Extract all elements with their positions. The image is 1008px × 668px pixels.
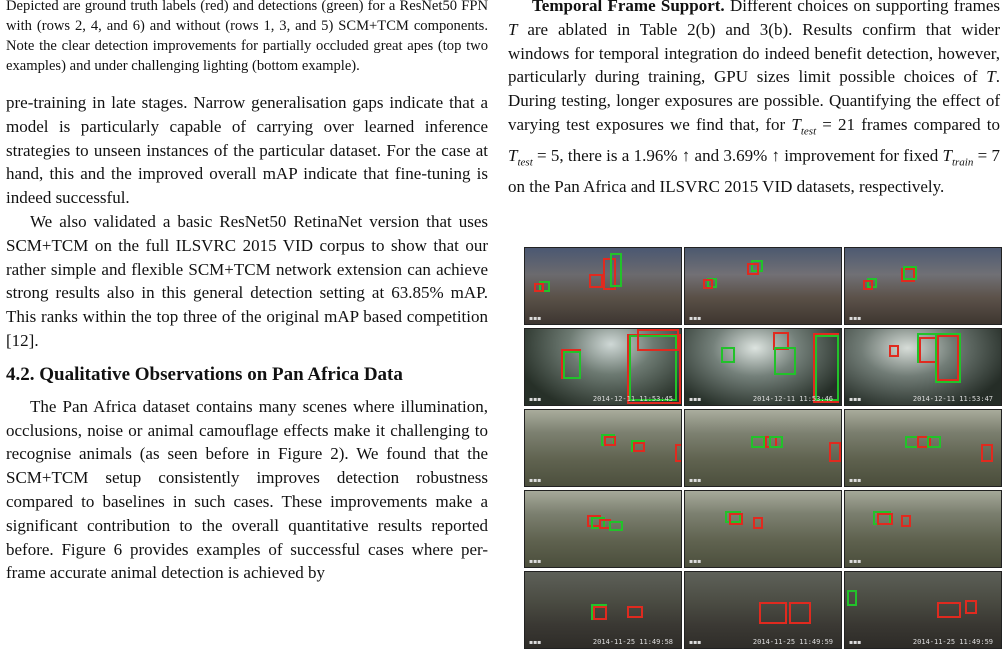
detection-box bbox=[815, 335, 839, 401]
gt-box bbox=[889, 345, 899, 357]
frame-r5-c2 bbox=[684, 571, 842, 649]
gt-box bbox=[604, 436, 616, 446]
frame-timestamp: 2014-12-11 11:53:45 bbox=[592, 395, 673, 403]
frame-timestamp: 2014-12-11 11:53:47 bbox=[912, 395, 993, 403]
math-T-train: T bbox=[942, 146, 952, 166]
left-column bbox=[6, 0, 488, 585]
paragraph-retinanet-map-value: 63.85% bbox=[391, 283, 444, 303]
gt-box bbox=[747, 263, 759, 275]
gt-box bbox=[937, 602, 961, 618]
gt-box bbox=[753, 517, 763, 529]
gt-box bbox=[759, 602, 787, 624]
camera-logo: ▪▪▪ bbox=[689, 315, 702, 322]
text-and: and bbox=[690, 146, 724, 166]
camera-logo: ▪▪▪ bbox=[849, 639, 862, 646]
frame-r5-c1 bbox=[524, 571, 682, 649]
frame-r3-c3 bbox=[844, 409, 1002, 487]
camera-logo: ▪▪▪ bbox=[849, 558, 862, 565]
frame-r3-c1 bbox=[524, 409, 682, 487]
camera-logo: ▪▪▪ bbox=[529, 396, 542, 403]
text-2: are ablated in Table 2(b) and 3(b). Results confirm that wider windows for temporal integration do indeed benefit detection, however, particularly during training, GPU sizes limit possible choices of bbox=[508, 19, 1000, 87]
math-T-test-1: T bbox=[791, 114, 801, 134]
frame-r2-c2 bbox=[684, 328, 842, 406]
figure-caption: Depicted are ground truth labels (red) and detections (green) for a ResNet50 FPN with (rows 2, 4, and 6) and without (rows 1, 3, and 5) SCM+TCM components. Note the clear detection improvements for partially occluded great apes (top two examples) and under challenging lighting (bottom example). bbox=[6, 0, 488, 74]
math-T-test-2: T bbox=[508, 146, 518, 166]
camera-logo: ▪▪▪ bbox=[529, 639, 542, 646]
frame-r3-c2 bbox=[684, 409, 842, 487]
gt-box bbox=[703, 279, 713, 289]
detection-box bbox=[609, 521, 623, 531]
gt-box bbox=[789, 602, 811, 624]
detection-box bbox=[927, 436, 941, 448]
frame-timestamp: 2014-12-11 11:53:46 bbox=[752, 395, 833, 403]
text-1: Different choices on supporting frames bbox=[724, 0, 1000, 15]
gt-box bbox=[981, 444, 993, 462]
gt-box bbox=[534, 283, 544, 292]
math-T-2: T bbox=[986, 67, 996, 87]
detection-box bbox=[610, 253, 622, 287]
math-sub-test-1: test bbox=[800, 125, 817, 138]
pct-2: 3.69% ↑ bbox=[723, 146, 781, 166]
camera-logo: ▪▪▪ bbox=[529, 558, 542, 565]
frame-timestamp: 2014-11-25 11:49:59 bbox=[752, 638, 833, 646]
frame-grid bbox=[524, 247, 1001, 651]
frame-r1-c3 bbox=[844, 247, 1002, 325]
frame-r4-c2 bbox=[684, 490, 842, 568]
detection-box bbox=[847, 590, 857, 606]
gt-box bbox=[937, 335, 959, 381]
frame-r4-c3 bbox=[844, 490, 1002, 568]
gt-box bbox=[593, 606, 607, 620]
detection-box bbox=[903, 266, 917, 280]
camera-logo: ▪▪▪ bbox=[849, 396, 862, 403]
camera-logo: ▪▪▪ bbox=[849, 477, 862, 484]
camera-logo: ▪▪▪ bbox=[689, 396, 702, 403]
paragraph-retinanet-text-1: We also validated a basic ResNet50 RetinaNet version that uses SCM+TCM on the full ILSVRC 2015 VID corpus to show that our rather simple and flexible SCM+TCM network extension can achieve strong results also in this general detection setting at bbox=[6, 211, 488, 303]
gt-box bbox=[589, 274, 603, 288]
math-sub-test-2: test bbox=[517, 156, 533, 169]
math-sub-train: train bbox=[951, 156, 974, 169]
camera-logo: ▪▪▪ bbox=[689, 477, 702, 484]
frame-r2-c1 bbox=[524, 328, 682, 406]
gt-box bbox=[863, 280, 873, 290]
text-3: . During testing, longer exposures are possible. Quantifying the effect of varying test exposures we find that, for bbox=[508, 67, 1000, 134]
paragraph-qualitative: The Pan Africa dataset contains many scenes where illumination, occlusions, noise or animal camouflage effects make it challenging to recognise animals (as seen before in Figure 2). We found that the SCM+TCM setup consistently improves detection robustness compared to baselines in such cases. These improvements make a significant contribution to the overall quantitative results reported before. Figure 6 provides examples of successful cases where per-frame accurate animal detection is achieved by bbox=[6, 396, 488, 583]
gt-box bbox=[729, 513, 743, 525]
paragraph-temporal-support bbox=[508, 0, 1000, 199]
math-T: T bbox=[508, 19, 518, 39]
gt-box bbox=[877, 513, 893, 525]
detection-figure bbox=[524, 247, 1001, 651]
frame-r2-c3 bbox=[844, 328, 1002, 406]
text-4: improvement for fixed bbox=[780, 146, 943, 166]
frame-timestamp: 2014-11-25 11:49:59 bbox=[912, 638, 993, 646]
camera-logo: ▪▪▪ bbox=[689, 558, 702, 565]
paragraph-generalisation: pre-training in late stages. Narrow generalisation gaps indicate that a model is particularly capable of carrying over learned inference strategies to unseen instances of the particular dataset. For the case at hand, this and the improved overall mAP indicate that fine-tuning is indeed successful. bbox=[6, 93, 488, 208]
frame-r5-c3 bbox=[844, 571, 1002, 649]
camera-logo: ▪▪▪ bbox=[689, 639, 702, 646]
eq-3: = 7 on the Pan Africa and ILSVRC 2015 VID datasets, respectively. bbox=[508, 146, 1000, 197]
eq-1: = 21 frames compared to bbox=[816, 114, 1000, 134]
paragraph-retinanet bbox=[6, 210, 488, 353]
gt-box bbox=[637, 329, 679, 351]
detection-box bbox=[721, 347, 735, 363]
detection-box bbox=[769, 436, 783, 448]
gt-box bbox=[901, 515, 911, 527]
detection-box bbox=[774, 347, 796, 375]
gt-box bbox=[965, 600, 977, 614]
camera-logo: ▪▪▪ bbox=[849, 315, 862, 322]
eq-2: = 5, there is a bbox=[532, 146, 634, 166]
pct-1: 1.96% ↑ bbox=[633, 146, 691, 166]
gt-box bbox=[627, 606, 643, 618]
frame-r1-c1 bbox=[524, 247, 682, 325]
camera-logo: ▪▪▪ bbox=[529, 315, 542, 322]
paragraph-heading: Temporal Frame Support. bbox=[532, 0, 725, 15]
gt-box bbox=[675, 444, 682, 462]
paragraph-retinanet-text-2: mAP. This ranks within the top three of the original mAP based competition [12]. bbox=[6, 283, 488, 350]
frame-timestamp: 2014-11-25 11:49:58 bbox=[592, 638, 673, 646]
camera-logo: ▪▪▪ bbox=[529, 477, 542, 484]
gt-box bbox=[829, 442, 841, 462]
gt-box bbox=[633, 442, 645, 452]
detection-box bbox=[563, 351, 581, 379]
frame-r4-c1 bbox=[524, 490, 682, 568]
detection-box bbox=[751, 436, 765, 448]
section-heading: 4.2. Qualitative Observations on Pan Africa Data bbox=[6, 363, 403, 385]
right-column bbox=[508, 0, 1000, 199]
frame-r1-c2 bbox=[684, 247, 842, 325]
